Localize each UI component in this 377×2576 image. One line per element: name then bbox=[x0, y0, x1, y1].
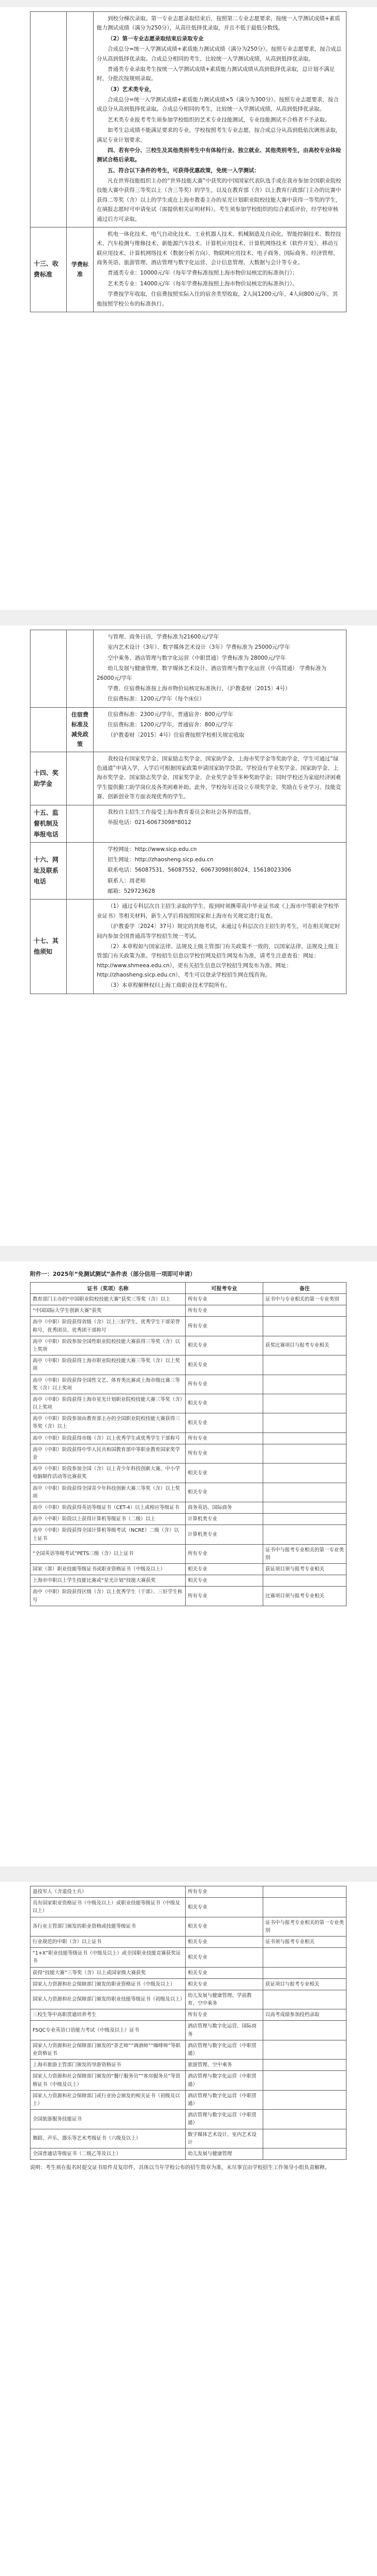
cert-cell: 高中（中职）阶段获得区级（含）以上优秀学生（干部）、三好学生称号 bbox=[31, 1587, 186, 1606]
major-cell: 相关专业 bbox=[186, 1898, 263, 1917]
table-row bbox=[31, 2090, 346, 2109]
cert-cell: 全国普通话等级证书（二级乙等及以上） bbox=[31, 2148, 186, 2159]
table-row bbox=[31, 1305, 346, 1317]
table-row bbox=[31, 1394, 346, 1413]
note-cell: 获奖比赛项目与报考专业相关 bbox=[263, 1336, 346, 1355]
section-label: 十三、收费标准 bbox=[31, 227, 67, 312]
paragraph: 如考生总成绩不能满足要求的专业，学校按照考生专业志愿，按合成总分从高到低依次调剂录取，满足专业计划要求。 bbox=[97, 127, 341, 143]
cert-cell: 国家人力资源和社会保障部门颁发的职业技能等级证书（初级及以上） bbox=[31, 1990, 186, 2009]
cert-cell: 全国旅游服务技能证书 bbox=[31, 2110, 186, 2129]
paragraph: 联系电话：56087531、56087552、60673098转8024、15618023306 bbox=[108, 867, 292, 874]
note-cell: 获证项目须与报考专业相关 bbox=[263, 1564, 346, 1575]
section-content bbox=[94, 12, 346, 227]
cert-cell: 获得“技能大赛”三等奖（含）以上或国家级大赛获奖 bbox=[31, 1967, 186, 1978]
section-label: 十七、其他须知 bbox=[31, 900, 67, 994]
table-row bbox=[31, 1587, 346, 1606]
table-row bbox=[31, 1294, 346, 1305]
table-row bbox=[31, 1525, 346, 1544]
section-content bbox=[94, 227, 346, 312]
section-content bbox=[94, 900, 346, 994]
note-cell bbox=[263, 2021, 346, 2040]
document-page-1 bbox=[30, 11, 346, 606]
page-gap bbox=[0, 0, 377, 7]
regulation-table-2 bbox=[30, 630, 346, 994]
major-cell: 旅游管理、空中乘务 bbox=[186, 2060, 263, 2071]
paragraph: 机电一体化技术、电气自动化技术、工业机器人技术、机械制造及自动化、智能控制技术、数控技术、汽车检测与维修技术、新能源汽车技术、计算机应用技术、计算机网络技术（软件开发）、移动互联应用技术、计算机网络技术（数据分析方向）、物联网应用技术、电子商务、国际商务、经济管理、商务英语、旅游管理、酒店管理与数字化运营、会计信息管理、大数据与会计等专业。 bbox=[97, 231, 341, 266]
table-row bbox=[31, 2009, 346, 2021]
major-cell: 相关专业 bbox=[186, 1967, 263, 1978]
subsection-label bbox=[67, 805, 94, 842]
major-cell: 相关专业 bbox=[186, 1464, 263, 1483]
cert-cell: 高中（中职）阶段参加由教育部主办的全国职业院校技能大赛获得三等奖（含）以上 bbox=[31, 1413, 186, 1432]
header-note: 备注 bbox=[263, 1283, 346, 1294]
paragraph: 五、符合以下条件的考生，可获得优惠政策，免统一入学测试： bbox=[108, 167, 260, 174]
table-row bbox=[31, 2040, 346, 2059]
table-row bbox=[31, 2110, 346, 2129]
note-cell bbox=[263, 1305, 346, 1317]
section-label: 十六、网址及联系电话 bbox=[31, 842, 67, 900]
paragraph: 幼儿发展与健康管理、数字媒体艺术设计、酒店管理与数字化运营（中高贯通） 学费标准为 26000元/学年 bbox=[97, 665, 327, 681]
section-row bbox=[31, 842, 346, 900]
table-row bbox=[31, 1355, 346, 1375]
note-cell: 证书中与报考专业相关的第一专业类别 bbox=[263, 1544, 346, 1563]
cert-cell: 高中（中职）阶段获得上海市职业院校技能大赛三等奖（含）以上奖项 bbox=[31, 1355, 186, 1375]
note-cell bbox=[263, 1394, 346, 1413]
cert-cell: 舞蹈、声乐、器乐等艺术考级证书（六级及以上） bbox=[31, 2129, 186, 2148]
table-row bbox=[31, 2148, 346, 2159]
major-cell: 幼儿发展与健康管理 bbox=[186, 2148, 263, 2159]
cert-cell: 高中（中职）阶段参加全国（含）以上青少年科技创新大赛、中小学电脑制作活动等比赛获奖 bbox=[31, 1464, 186, 1483]
paragraph: 住宿费标准：2300元/学年，普通宿舍：800元/学年 bbox=[108, 711, 233, 718]
page-gap bbox=[0, 610, 377, 626]
major-cell: 商务英语、国际商务 bbox=[186, 1502, 263, 1513]
paragraph: （沪教委学〔2024〕37号）规定的其他考试，未通过专科层次自主招生的考生，可在相关规定时间内参加全国普通高等学校招生统一考试。 bbox=[97, 923, 340, 939]
paragraph: 凡在世界技能组织主办的“世界技能大赛”中获奖的中国国家代表队选手或在我市参加全国职业院校技能大赛中获得三等奖以上（含三等奖）的学生，以及在教育部（含）以上教育行政部门主办的比赛中获得二等奖（含）以上的学生或在上海市教委主办的星光计划职业院校技能大赛中获得一等奖的学生，在填报志愿时可申请免试（需提供相关证明材料）。考生须参加学校组织的综合素质评价，经学校审核通过后方可录取。 bbox=[97, 178, 341, 222]
document-page-3 bbox=[30, 1266, 346, 1863]
section-row bbox=[31, 900, 346, 994]
section-label bbox=[31, 630, 67, 708]
section-label bbox=[31, 707, 67, 752]
major-cell: 计算机类专业 bbox=[186, 1514, 263, 1525]
major-cell: 相关专业 bbox=[186, 1413, 263, 1432]
section-row bbox=[31, 805, 346, 842]
note-cell bbox=[263, 1575, 346, 1587]
cert-cell: 高中（中职）阶段获得上海市星光计划职业院校技能大赛三等奖（含）以上奖项 bbox=[31, 1394, 186, 1413]
table-row bbox=[31, 1936, 346, 1947]
major-cell: 相关专业 bbox=[186, 1948, 263, 1967]
note-cell bbox=[263, 1967, 346, 1978]
section-content bbox=[94, 630, 346, 708]
section-label: 十四、奖助学金 bbox=[31, 752, 67, 805]
paragraph: 室内艺术设计（3年）、数字媒体艺术设计（3年）学费标准为 25000元/学年 bbox=[108, 644, 290, 651]
subsection-label bbox=[67, 752, 94, 805]
note-cell bbox=[263, 2060, 346, 2071]
note-cell bbox=[263, 1317, 346, 1336]
table-row bbox=[31, 1564, 346, 1575]
table-row bbox=[31, 1544, 346, 1563]
section-row bbox=[31, 752, 346, 805]
table-row bbox=[31, 1967, 346, 1978]
table-row bbox=[31, 1483, 346, 1502]
table-row bbox=[31, 1336, 346, 1355]
cert-cell: 高中（中职）阶段以上获得计算机等级证书（二级）以上 bbox=[31, 1514, 186, 1525]
cert-cell: 国家人力资源和社会保障部门颁发的“餐厅服务员”“客房服务员”等资格证书（中级及以上） bbox=[31, 2071, 186, 2090]
header-cert: 证书（奖项）名称 bbox=[31, 1283, 186, 1294]
major-cell: 所有专业 bbox=[186, 2009, 263, 2021]
paragraph: （2）第一专业志愿录取结束后录取专业 bbox=[108, 35, 204, 42]
subsection-label bbox=[67, 12, 94, 227]
paragraph: 学校网址：http://www.sicp.edu.cn bbox=[108, 846, 197, 852]
cert-cell: 国家人力资源和社会保障部门颁发的职业资格证书（中级及以上） bbox=[31, 1978, 186, 1990]
section-content bbox=[94, 707, 346, 752]
table-row bbox=[31, 1990, 346, 2009]
cert-cell: 高中（中职）阶段获得全国青少年科技创新大赛三等奖（含）以上奖项 bbox=[31, 1483, 186, 1502]
cert-cell: 高中（中职）阶段获得英语等级证书（CET-4）以上或相应等级证书 bbox=[31, 1502, 186, 1513]
major-cell: 相关专业 bbox=[186, 1355, 263, 1375]
major-cell: 相关专业 bbox=[186, 1336, 263, 1355]
paragraph: 与管理、商务日语，学费标准为21600元/学年 bbox=[108, 634, 219, 640]
cert-cell: 高中（中职）阶段获得全国性文艺、体育类比赛或上海市级比赛三等奖（含）以上奖项 bbox=[31, 1375, 186, 1394]
cert-cell: 高中（中职）阶段获得中华人民共和国教育部中等职业教育国家奖学金 bbox=[31, 1444, 186, 1463]
table-row bbox=[31, 2060, 346, 2071]
note-cell: 证书中与专业相关的第一专业类别 bbox=[263, 1294, 346, 1305]
section-label bbox=[31, 12, 67, 227]
document-page-2 bbox=[30, 630, 346, 1240]
major-cell: 相关专业 bbox=[186, 1394, 263, 1413]
paragraph: 合成总分=统一入学测试成绩+素质能力测试成绩×5（满分为300分）。按照专业志愿要求，按合成总分从高到低择优录取。合成总分相同的考生，比较统一入学测试成绩，从高到低择优录取。 bbox=[97, 97, 339, 113]
cert-cell: 具有国家职业资格证书（中级及以上）或职业技能等级证书（中级及以上） bbox=[31, 1898, 186, 1917]
table-row bbox=[31, 1978, 346, 1990]
table-row bbox=[31, 1375, 346, 1394]
paragraph: 我校设有国家奖学金、国家励志奖学金、国家助学金、上海市奖学金等奖助学金，学生可通过“绿色通道”申请入学，入学后可根据国家政策申请国家助学贷款。学校设有学业奖学金、国家助学金、上海市奖学金、国家励志奖学金、国家奖学金、企业奖学金等多种奖助学金；同时学校还为家庭经济困难学生提供勤工助学岗位及各类困难补助。此外，学校每年还设立专项奖学金，奖励在专业学习、技能竞赛、创新创业等方面表现优秀的学生。 bbox=[97, 755, 341, 800]
note-cell bbox=[263, 2148, 346, 2159]
major-cell: 数字媒体艺术设计、室内艺术设计 bbox=[186, 2129, 263, 2148]
major-cell: 幼儿发展与健康管理、学前教育、空中乘务 bbox=[186, 1990, 263, 2009]
cert-cell: 退役军人（含退役士兵） bbox=[31, 1886, 186, 1898]
note-cell bbox=[263, 1464, 346, 1483]
note-cell bbox=[263, 1514, 346, 1525]
paragraph: 艺术类专业：14000元/年（每年学费标准按照上海市物价局核定的标准执行）。 bbox=[108, 280, 298, 287]
table-row bbox=[31, 1464, 346, 1483]
paragraph: （3）艺术类专业， bbox=[108, 86, 155, 93]
page-gap bbox=[0, 1246, 377, 1261]
appendix-table-1 bbox=[30, 1282, 346, 1606]
section-row bbox=[31, 12, 346, 227]
cert-cell: 国家人力资源和社会保障部门颁发的“茶艺师”“调酒师”“咖啡师”等职业资格证书 bbox=[31, 2040, 186, 2059]
major-cell: 所有专业 bbox=[186, 1544, 263, 1563]
major-cell: 酒店管理与数字化运营（中职贯通） bbox=[186, 2110, 263, 2129]
note-cell bbox=[263, 2071, 346, 2090]
major-cell: 所有专业 bbox=[186, 1375, 263, 1394]
section-row bbox=[31, 227, 346, 312]
note-cell bbox=[263, 1432, 346, 1444]
regulation-table-1 bbox=[30, 11, 346, 312]
major-cell: 所有专业 bbox=[186, 1587, 263, 1606]
paragraph: （1）通过专科层次自主招生录取的学生，报到时须携带高中毕业证书或《上海市中等职业学校毕业证书》等相关材料，新生入学后将按照国家和上海市有关规定进行复查。 bbox=[97, 903, 339, 919]
paragraph: 合成总分=统一入学测试成绩+素质能力测试成绩（满分为250分）。按照专业志愿要求，按合成总分从高到低择优录取。合成总分相同的考生，比较统一入学测试成绩，从高到低择优录取。 bbox=[97, 46, 342, 62]
note-cell bbox=[263, 1502, 346, 1513]
major-cell: 所有专业 bbox=[186, 1432, 263, 1444]
table-row bbox=[31, 2071, 346, 2090]
note-cell bbox=[263, 1375, 346, 1394]
note-cell bbox=[263, 1444, 346, 1463]
major-cell: 所有专业 bbox=[186, 1886, 263, 1898]
cert-cell: 国家人力资源和社会保障部门或行业协会颁发的相关证书（初级及以上） bbox=[31, 2090, 186, 2109]
major-cell: 酒店管理与数字化运营（中职贯通） bbox=[186, 2040, 263, 2059]
cert-cell: 教育部门主办的“中国职业院校技能大赛”获奖三等奖（含）以上 bbox=[31, 1294, 186, 1305]
paragraph: 学费、住宿费标准按上海市物价局核定标准执行，（沪教委财〔2015〕4号） bbox=[108, 685, 291, 692]
document-page-4 bbox=[30, 1886, 346, 2568]
paragraph: 举报电话：021-60673098*8012 bbox=[108, 819, 191, 826]
note-cell bbox=[263, 2040, 346, 2059]
table-row bbox=[31, 1444, 346, 1463]
subsection-label bbox=[67, 630, 94, 708]
table-row bbox=[31, 1432, 346, 1444]
appendix-title: 附件一：2025年“免测试测试”条件表（部分信用一项即可申请） bbox=[30, 1271, 196, 1277]
section-content bbox=[94, 752, 346, 805]
major-cell: 相关专业 bbox=[186, 1917, 263, 1936]
note-cell: 获证项目与报考专业相关 bbox=[263, 1978, 346, 1990]
major-cell: 相关专业 bbox=[186, 1936, 263, 1947]
table-row bbox=[31, 2021, 346, 2040]
section-label: 十五、监督机制及举报电话 bbox=[31, 805, 67, 842]
cert-cell: “中国国际大学生创新大赛”获奖 bbox=[31, 1305, 186, 1317]
note-cell bbox=[263, 2090, 346, 2109]
table-row bbox=[31, 1317, 346, 1336]
section-row bbox=[31, 630, 346, 708]
header-major: 可报考专业 bbox=[186, 1283, 263, 1294]
paragraph: 住宿费标准：1200元/学年，普通宿舍：800元/学年 bbox=[108, 722, 233, 728]
note-cell bbox=[263, 1886, 346, 1898]
paragraph: 四、若有中分、三校生及其他类别考生中有体检行业、独立就业、其他类别考生，由高校专业体检测试合格后录取。 bbox=[97, 147, 341, 163]
major-cell: 酒店管理与数字化运营（中职贯通） bbox=[186, 2071, 263, 2090]
table-row bbox=[31, 1886, 346, 1898]
page-gap bbox=[0, 1866, 377, 1882]
note-cell bbox=[263, 1483, 346, 1502]
paragraph: （3）本章程解释权归上海工商职业技术学院所有。 bbox=[108, 982, 231, 989]
table-row bbox=[31, 2129, 346, 2148]
appendix-note: 说明：考生须在报名时提交证书原件及复印件，具体以当年学校公布的招生简章为准，未尽事宜由学校招生工作领导小组负责解释。 bbox=[30, 2165, 330, 2171]
subsection-label: 住宿费标准及减免政策 bbox=[67, 707, 94, 752]
cert-cell: 行业规范的中职（含）以上证书 bbox=[31, 1936, 186, 1947]
cert-cell: “1+X”职业技能等级证书（中级及以上）或全国职业技能竞赛获奖证书 bbox=[31, 1948, 186, 1967]
paragraph: 到校分梯次录取。第一专业志愿录取结束后，按照第二专业志愿要求，按统一入学测试成绩+素质能力测试成绩（满分为250分），从高往低择优录取，并且不低于最低分数线。 bbox=[97, 16, 340, 32]
section-row bbox=[31, 707, 346, 752]
major-cell: 相关专业 bbox=[186, 1575, 263, 1587]
note-cell bbox=[263, 2129, 346, 2148]
cert-cell: 三校生等中高职贯通培养考生 bbox=[31, 2009, 186, 2021]
cert-cell: 高中（中职）阶段参加全国性职业院校技能大赛获得三等奖（含）以上奖项 bbox=[31, 1336, 186, 1355]
cert-cell: “全国英语等级考试”PETS三级（含）以上证书 bbox=[31, 1544, 186, 1563]
note-cell bbox=[263, 1898, 346, 1917]
note-cell: 证书中与报考专业相关的第一专业类别 bbox=[263, 1917, 346, 1936]
note-cell: 证书须与报考专业相关 bbox=[263, 1936, 346, 1947]
note-cell bbox=[263, 1413, 346, 1432]
note-cell: 以高考成绩参加投档录取 bbox=[263, 2009, 346, 2021]
section-content bbox=[94, 805, 346, 842]
paragraph: 邮箱：529723628 bbox=[108, 888, 155, 894]
paragraph: 普通类专业：10000元/年（每年学费标准按照上海市物价局核定的标准执行）； bbox=[108, 270, 298, 277]
major-cell: 所有专业 bbox=[186, 1444, 263, 1463]
section-content bbox=[94, 842, 346, 900]
major-cell: 计算机类专业 bbox=[186, 1525, 263, 1544]
note-cell bbox=[263, 1525, 346, 1544]
major-cell: 相关专业 bbox=[186, 1483, 263, 1502]
subsection-label: 学费标准 bbox=[67, 227, 94, 312]
cert-cell: 各行业主管部门颁发的职业资格或技能等级证书 bbox=[31, 1917, 186, 1936]
appendix-table-2 bbox=[30, 1886, 346, 2160]
cert-cell: 高中（中职）阶段获得市级（含）以上优秀学生或优秀学生干部称号 bbox=[31, 1432, 186, 1444]
paragraph: 普通类专业录取考生按统一入学测试成绩+素质能力测试成绩从高到低择优录取，总计划不满足时，分批次按规则录取。 bbox=[97, 66, 335, 82]
subsection-label bbox=[67, 900, 94, 994]
table-row bbox=[31, 1917, 346, 1936]
note-cell bbox=[263, 2110, 346, 2129]
major-cell: 所有专业 bbox=[186, 1294, 263, 1305]
paragraph: 学费按学年收取，住宿费按照实际入住的宿舍类型收取，2人间1200元/年，4人间800元/年，其他按照学校公布的标准执行。 bbox=[97, 291, 338, 307]
table-row bbox=[31, 1575, 346, 1587]
note-cell: 比赛项目须与报考专业相关 bbox=[263, 1587, 346, 1606]
paragraph: （沪教委财〔2015〕4号）住宿费按照学校相关规定收取 bbox=[108, 732, 245, 739]
table-row bbox=[31, 1514, 346, 1525]
major-cell: 所有专业 bbox=[186, 1317, 263, 1336]
major-cell: 相关专业 bbox=[186, 1564, 263, 1575]
cert-cell: 国家（部）职业技能等级证书或职业资格证书（中级及以上） bbox=[31, 1564, 186, 1575]
paragraph: 空中乘务、酒店管理与数字化运营（中职贯通）学费标准为 28000元/学年 bbox=[108, 654, 286, 661]
cert-cell: FSQC专业英语口语能力考试（中级及以上）证书 bbox=[31, 2021, 186, 2040]
table-row bbox=[31, 1948, 346, 1967]
paragraph: 联系人：周老师 bbox=[108, 877, 146, 884]
paragraph: 艺术类专业报考考生须参加学校组织的艺术专业技能测试，专业技能测试不合格者不予录取。 bbox=[108, 116, 330, 123]
paragraph: （2）本章程如与国家法律、法规及上级主管部门有关政策不一致的，以国家法律、法规及上级主管部门有关政策为准。学校招生信息以学校官网及招生网发布为准，请考生注意查看：网址：http://www.shmeea.edu.cn），更有关招生信息以学校招生网发布为准。网址：http://zhaosheng.sicp.edu.cn），考生可以登录学校招生网在线咨询。 bbox=[97, 943, 339, 978]
paragraph: 我校自主招生工作接受上海市教育委员会和社会各界的监督。 bbox=[108, 809, 254, 815]
cert-cell: 上海市旅游主管部门颁发的导游资格证书 bbox=[31, 2060, 186, 2071]
cert-cell: 高中（中职）阶段获得省级（含）以上三好学生、优秀学生干部荣誉称号，优秀团员、优秀团干部称号 bbox=[31, 1317, 186, 1336]
table-row bbox=[31, 1502, 346, 1513]
paragraph: 招生网址：http://zhaosheng.sicp.edu.cn bbox=[108, 856, 214, 863]
major-cell: 酒店管理与数字化运营、国际商务 bbox=[186, 2021, 263, 2040]
subsection-label bbox=[67, 842, 94, 900]
major-cell: 相关专业 bbox=[186, 1978, 263, 1990]
table-row bbox=[31, 1898, 346, 1917]
note-cell bbox=[263, 1355, 346, 1375]
major-cell: 所有专业 bbox=[186, 1305, 263, 1317]
cert-cell: 高中（中职）阶段获得全国计算机等级考试（NCRE）二级（含）以上证书 bbox=[31, 1525, 186, 1544]
major-cell: 酒店管理与数字化运营（中职贯通） bbox=[186, 2090, 263, 2109]
paragraph: 住宿费标准：1200元/学年（每个床位） bbox=[108, 696, 205, 703]
table-row bbox=[31, 1413, 346, 1432]
cert-cell: 上海市中职以上学生技能比赛或“星光计划”技能大赛获奖 bbox=[31, 1575, 186, 1587]
note-cell bbox=[263, 1948, 346, 1967]
note-cell bbox=[263, 1990, 346, 2009]
